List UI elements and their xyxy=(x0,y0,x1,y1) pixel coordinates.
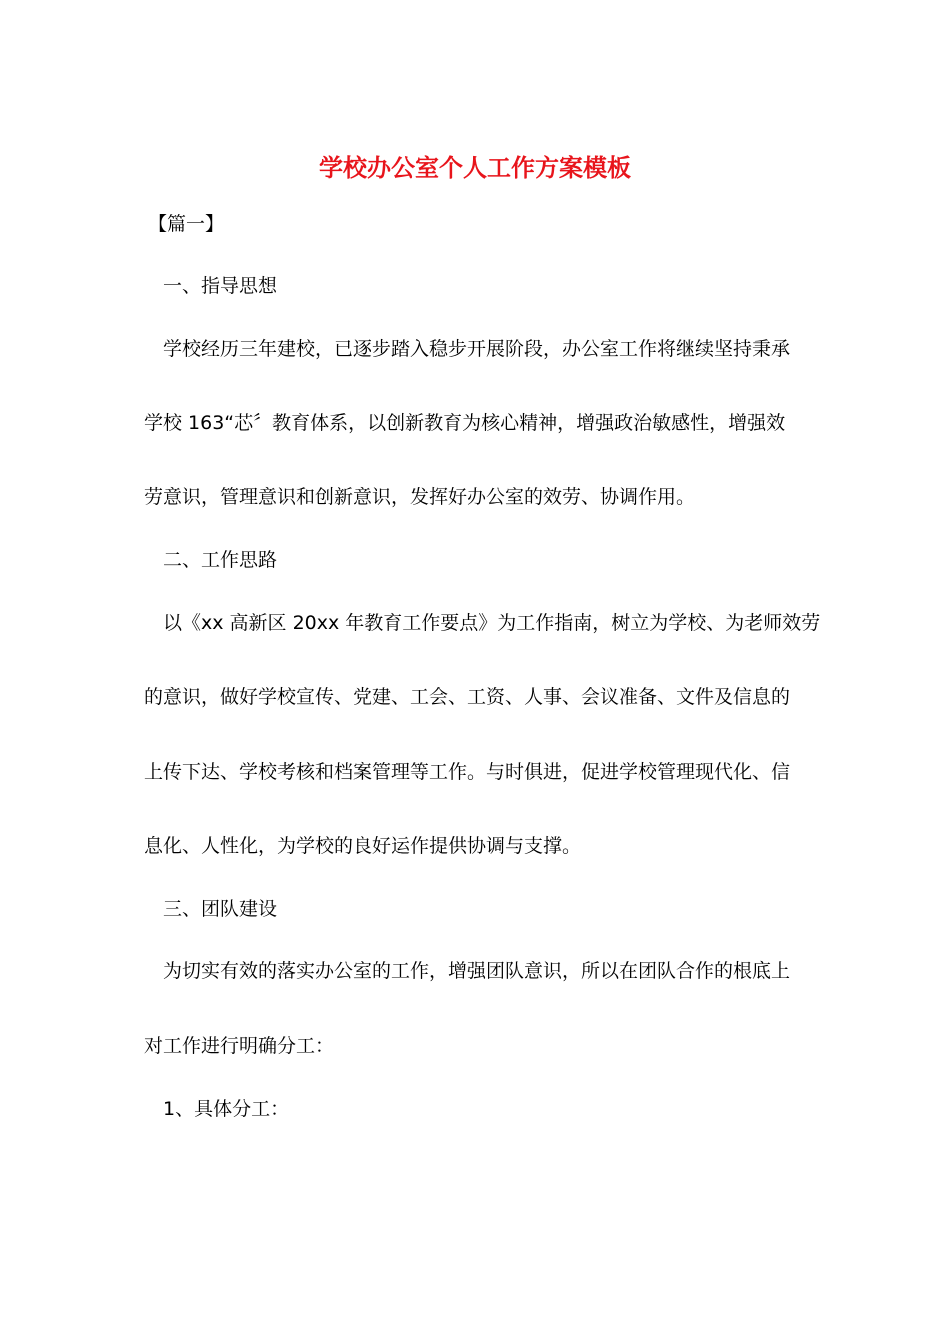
paragraph-line: 息化、人性化，为学校的良好运作提供协调与支撑。 xyxy=(144,835,582,857)
section-label: 【篇一】 xyxy=(148,213,225,235)
heading-work-approach: 二、工作思路 xyxy=(163,549,278,571)
paragraph-line: 劳意识，管理意识和创新意识，发挥好办公室的效劳、协调作用。 xyxy=(144,486,696,508)
paragraph-line: 上传下达、学校考核和档案管理等工作。与时俱进，促进学校管理现代化、信 xyxy=(144,761,791,783)
paragraph-line: 学校经历三年建校，已逐步踏入稳步开展阶段，办公室工作将继续坚持秉承 xyxy=(163,338,791,360)
paragraph-line: 以《xx 高新区 20xx 年教育工作要点》为工作指南，树立为学校、为老师效劳 xyxy=(163,612,821,634)
paragraph-line: 的意识，做好学校宣传、党建、工会、工资、人事、会议准备、文件及信息的 xyxy=(144,686,791,708)
paragraph-line: 学校 163“芯〞教育体系，以创新教育为核心精神，增强政治敏感性，增强效 xyxy=(144,412,786,434)
paragraph-line: 对工作进行明确分工： xyxy=(144,1035,335,1057)
heading-guiding-ideology: 一、指导思想 xyxy=(163,275,278,297)
list-item-division-of-labor: 1、具体分工： xyxy=(163,1098,290,1120)
heading-team-building: 三、团队建设 xyxy=(163,898,278,920)
document-title: 学校办公室个人工作方案模板 xyxy=(319,153,631,182)
paragraph-line: 为切实有效的落实办公室的工作，增强团队意识，所以在团队合作的根底上 xyxy=(163,960,791,982)
